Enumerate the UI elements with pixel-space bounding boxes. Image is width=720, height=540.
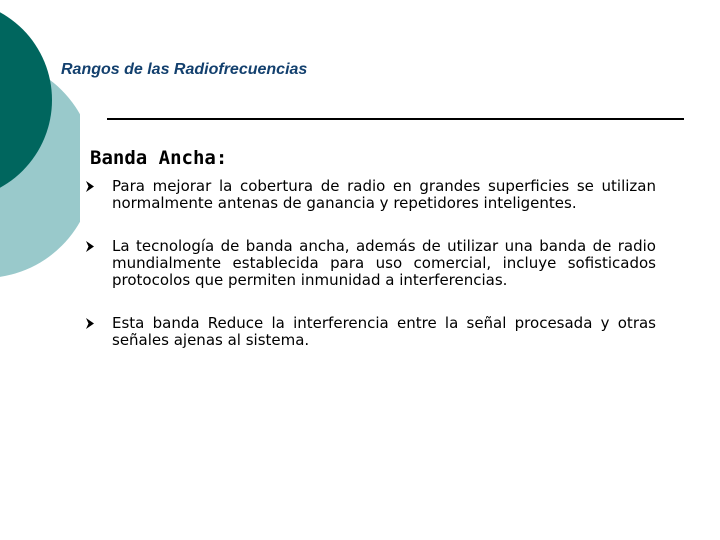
section-heading: Banda Ancha: <box>90 147 228 169</box>
bullet-item <box>86 315 656 349</box>
arrowhead-bullet-icon <box>86 181 94 192</box>
corner-circle-decoration <box>0 0 80 300</box>
bullet-text: Esta banda Reduce la interferencia entre la señal procesada y otras señales ajenas al sistema. <box>112 314 656 349</box>
bullet-text: La tecnología de banda ancha, además de utilizar una banda de radio mundialmente establecida para uso comercial, incluye sofisticados protocolos que permiten inmunidad a interferencias. <box>112 237 656 289</box>
arrowhead-bullet-icon <box>86 241 94 252</box>
bullet-item <box>86 238 656 289</box>
title-underline-rule <box>107 118 684 120</box>
arrowhead-bullet-icon <box>86 318 94 329</box>
bullet-item <box>86 178 656 212</box>
slide-title: Rangos de las Radiofrecuencias <box>61 61 308 78</box>
bullet-text: Para mejorar la cobertura de radio en grandes superficies se utilizan normalmente antenas de ganancia y repetidores inteligentes. <box>112 177 656 212</box>
bullet-list <box>86 178 656 349</box>
